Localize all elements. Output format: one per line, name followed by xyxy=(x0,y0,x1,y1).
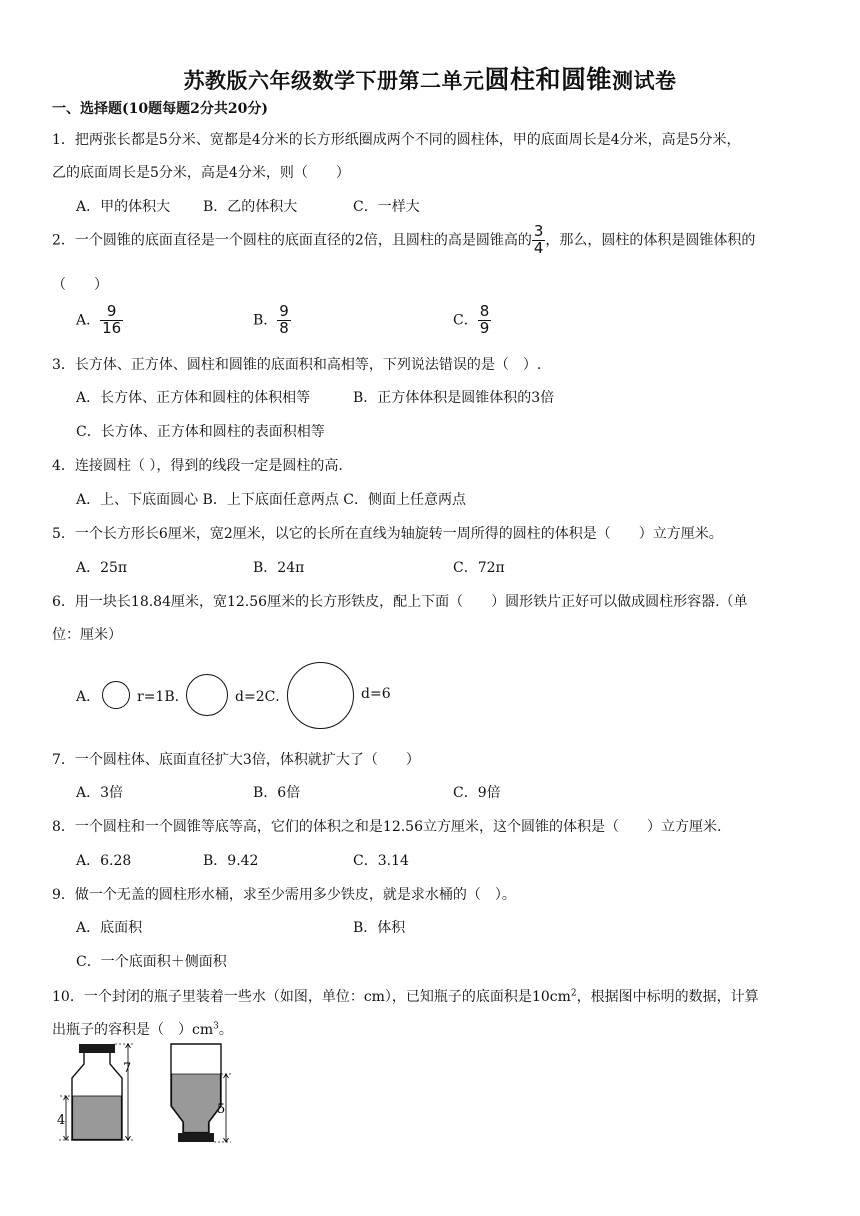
medium-circle-icon xyxy=(186,674,228,716)
q1-option-b: B．乙的体积大 xyxy=(203,199,298,215)
q2-option-c: C． $\frac{8}{9}$ xyxy=(453,302,490,337)
water-right xyxy=(172,1074,221,1132)
q8-option-a: A．6.28 xyxy=(76,853,132,869)
label-4: 4 xyxy=(57,1113,66,1128)
q2-option-b: B． $\frac{9}{8}$ xyxy=(253,302,289,337)
q2-option-a: A． $\frac{9}{16}$ xyxy=(76,302,122,337)
q8-option-c: C．3.14 xyxy=(353,853,409,869)
q5-option-b: B．24π xyxy=(253,560,305,576)
q7-option-b: B．6倍 xyxy=(253,785,301,801)
q9-option-c: C．一个底面积＋侧面积 xyxy=(76,954,227,970)
label-5: 5 xyxy=(217,1102,226,1117)
small-circle-icon xyxy=(102,681,130,709)
bottle-figure xyxy=(55,1042,245,1148)
q4-stem: 4．连接圆柱（ ），得到的线段一定是圆柱的高. xyxy=(52,458,343,474)
q2-stem-line2: （ ） xyxy=(52,277,108,293)
large-circle-icon xyxy=(287,662,354,729)
q1-stem-line1: 1．把两张长都是5分米、宽都是4分米的长方形纸圈成两个不同的圆柱体，甲的底面周长是4分米，高是5分米， xyxy=(52,132,741,148)
q7-stem: 7．一个圆柱体、底面直径扩大3倍，体积就扩大了（ ） xyxy=(52,752,420,768)
q9-option-b: B．体积 xyxy=(353,920,406,936)
q4-options: A．上、下底面圆心 B．上下底面任意两点 C．侧面上任意两点 xyxy=(76,492,467,508)
label-7: 7 xyxy=(123,1061,132,1076)
q5-option-a: A．25π xyxy=(76,560,128,576)
q6-stem-line2: 位：厘米） xyxy=(52,627,122,643)
q3-option-a: A．长方体、正方体和圆柱的体积相等 xyxy=(76,390,311,406)
q3-option-c: C．长方体、正方体和圆柱的表面积相等 xyxy=(76,424,325,440)
q1-stem-line2: 乙的底面周长是5分米，高是4分米，则（ ） xyxy=(52,165,350,181)
page-title: 苏教版六年级数学下册第二单元圆柱和圆锥测试卷 xyxy=(183,65,677,94)
q5-stem: 5．一个长方形长6厘米，宽2厘米，以它的长所在直线为轴旋转一周所得的圆柱的体积是（ ）立方厘米。 xyxy=(52,526,723,542)
q3-stem: 3．长方体、正方体、圆柱和圆锥的底面积和高相等，下列说法错误的是（ ）. xyxy=(52,357,542,373)
q1-option-a: A．甲的体积大 xyxy=(76,199,171,215)
q8-stem: 8．一个圆柱和一个圆锥等底等高，它们的体积之和是12.56立方厘米，这个圆锥的体积是（ ）立方厘米. xyxy=(52,819,722,835)
bottle-cap-right xyxy=(178,1133,214,1142)
q1-option-c: C．一样大 xyxy=(353,199,420,215)
q7-option-a: A．3倍 xyxy=(76,785,124,801)
q9-option-a: A．底面积 xyxy=(76,920,143,936)
q9-stem: 9．做一个无盖的圆柱形水桶，求至少需用多少铁皮，就是求水桶的（ ）。 xyxy=(52,887,516,903)
q2-fraction: $\frac{3}{4}$ xyxy=(533,222,544,257)
bottle-cap-left xyxy=(79,1044,115,1053)
q6-option-c-text: d=6 xyxy=(361,686,391,702)
q5-option-c: C．72π xyxy=(453,560,505,576)
q6-stem-line1: 6．用一块长18.84厘米，宽12.56厘米的长方形铁皮，配上下面（ ）圆形铁片正好可以做成圆柱形容器.（单 xyxy=(52,594,748,610)
section-heading: 一、选择题(10题每题2分共20分) xyxy=(52,101,268,117)
q8-option-b: B．9.42 xyxy=(203,853,259,869)
q2-stem-line1: 2．一个圆锥的底面直径是一个圆柱的底面直径的2倍，且圆柱的高是圆锥高的 $\frac{3}{4}$ ，那么，圆柱的体积是圆锥体积的 xyxy=(52,222,756,257)
q7-option-c: C．9倍 xyxy=(453,785,501,801)
q3-option-b: B．正方体体积是圆锥体积的3倍 xyxy=(353,390,555,406)
q6-option-a-label: A． xyxy=(76,689,101,705)
water-left xyxy=(73,1096,122,1139)
q6-option-a-text: r=1B． xyxy=(137,689,189,705)
q6-option-b-text: d=2C． xyxy=(235,689,290,705)
q10-stem-line1: 10．一个封闭的瓶子里装着一些水（如图，单位：cm），已知瓶子的底面积是$10cm^2$，根据图中标明的数据，计算 xyxy=(52,988,759,1005)
q10-stem-line2: 出瓶子的容积是（ ）$cm^3$。 xyxy=(52,1021,233,1038)
